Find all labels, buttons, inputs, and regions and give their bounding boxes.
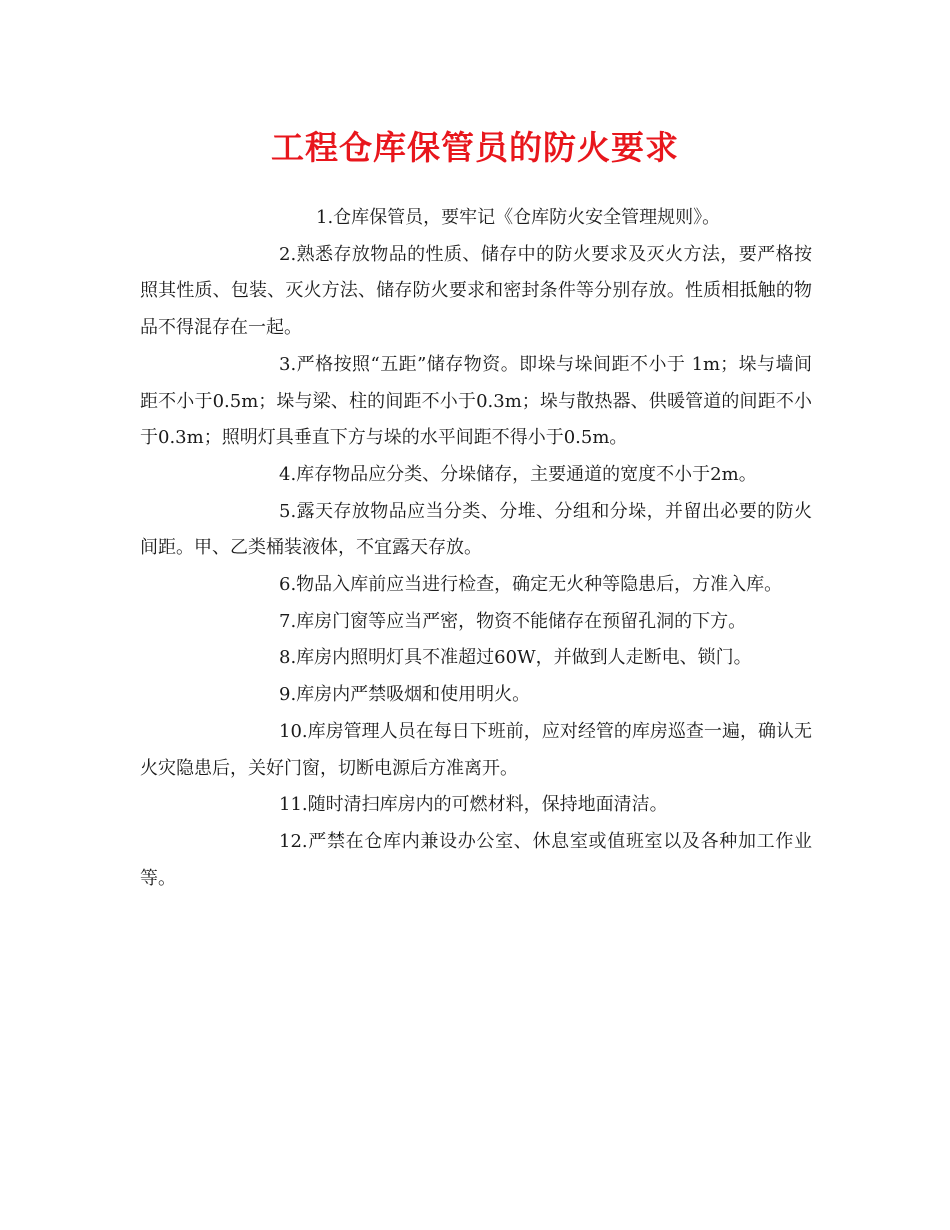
paragraph-1: 1.仓库保管员，要牢记《仓库防火安全管理规则》。 [316, 207, 721, 228]
paragraph-7: 7.库房门窗等应当严密，物资不能储存在预留孔洞的下方。 [279, 610, 747, 632]
paragraph-8: 8.库房内照明灯具不准超过60W，并做到人走断电、锁门。 [279, 647, 752, 669]
paragraph-4: 4.库存物品应分类、分垛储存，主要通道的宽度不小于2m。 [279, 463, 757, 485]
document-title: 工程仓库保管员的防火要求 [271, 128, 679, 167]
paragraph-11: 11.随时清扫库房内的可燃材料，保持地面清洁。 [279, 794, 668, 816]
paragraph-6: 6.物品入库前应当进行检查，确定无火种等隐患后，方准入库。 [279, 574, 783, 596]
paragraph-10: 10.库房管理人员在每日下班前，应对经管的库房巡查一遍，确认无火灾隐患后，关好门窗，切断电源后方准离开。 [140, 720, 812, 779]
paragraph-3: 3.严格按照“五距”储存物资。即垛与垛间距不小于 1m；垛与墙间距不小于0.5m；垛与梁、柱的间距不小于0.3m；垛与散热器、供暖管道的间距不小于0.3m；照明灯具垂直下方与垛的水平间距不得小于0.5m。 [140, 353, 812, 449]
paragraph-12: 12.严禁在仓库内兼设办公室、休息室或值班室以及各种加工作业等。 [140, 830, 812, 889]
paragraph-5: 5.露天存放物品应当分类、分堆、分组和分垛，并留出必要的防火间距。甲、乙类桶装液体，不宜露天存放。 [140, 500, 812, 559]
paragraph-2: 2.熟悉存放物品的性质、储存中的防火要求及灭火方法，要严格按照其性质、包装、灭火方法、储存防火要求和密封条件等分别存放。性质相抵触的物品不得混存在一起。 [140, 243, 812, 339]
document-body [140, 200, 812, 897]
paragraph-9: 9.库房内严禁吸烟和使用明火。 [279, 684, 531, 706]
